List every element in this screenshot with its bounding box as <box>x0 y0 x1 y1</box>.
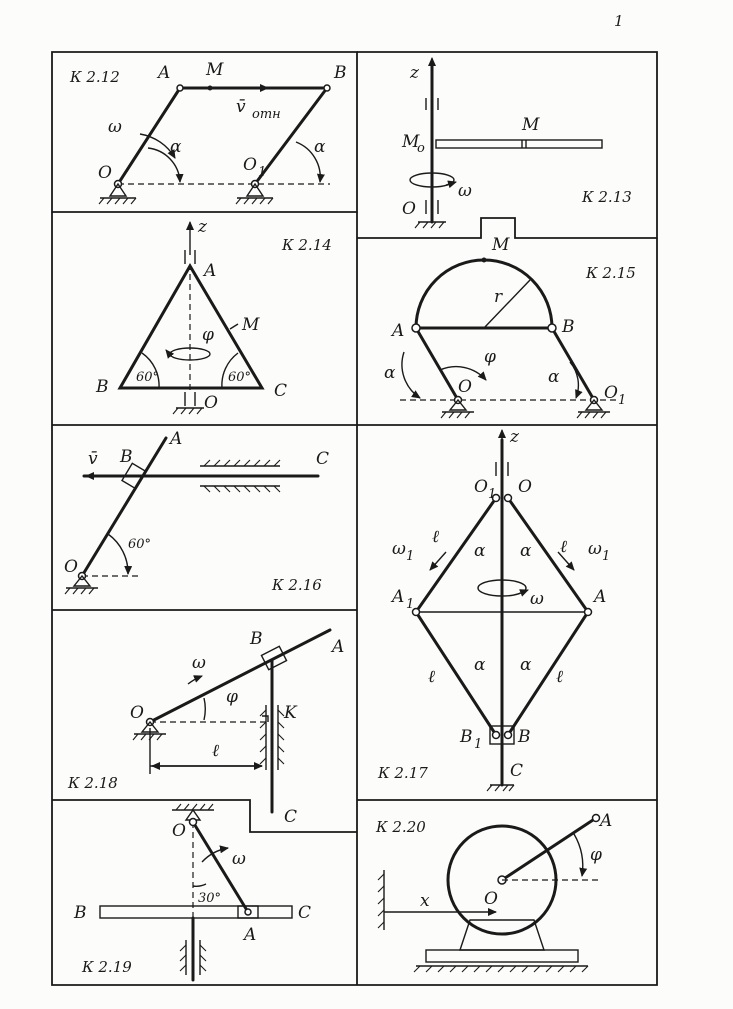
label-C: C <box>284 807 298 827</box>
label-l-4: ℓ <box>556 667 564 687</box>
caption: К 2.18 <box>68 774 118 792</box>
label-B1: B <box>460 727 473 747</box>
label-l-2: ℓ <box>560 537 568 557</box>
label-B: B <box>250 629 263 649</box>
label-A: A <box>332 637 345 657</box>
panel-k220 <box>375 811 612 972</box>
label-M0: M <box>402 132 420 152</box>
label-A: A <box>170 429 183 449</box>
platform <box>426 950 578 962</box>
slider-bar <box>100 906 292 918</box>
label-omega: ω <box>530 589 544 609</box>
label-phi: φ <box>484 347 496 367</box>
label-phi: φ <box>590 845 602 865</box>
label-r: r <box>494 287 503 307</box>
label-angle-1: 60° <box>136 370 160 385</box>
label-v: v̄ <box>236 97 246 117</box>
label-O: O <box>484 889 498 909</box>
point-M <box>482 258 487 263</box>
label-alpha-1: α <box>170 137 182 157</box>
panel-k215 <box>384 235 636 418</box>
label-alpha-2: α <box>520 541 532 561</box>
label-O: O <box>402 199 416 219</box>
label-v-sub: отн <box>252 107 281 122</box>
semicircle <box>416 260 552 328</box>
label-A: A <box>244 925 257 945</box>
label-O1-sub: 1 <box>618 393 627 408</box>
label-O: O <box>204 393 218 413</box>
label-B: B <box>96 377 109 397</box>
label-B: B <box>74 903 87 923</box>
panel-k213 <box>401 58 632 228</box>
label-l: ℓ <box>212 741 220 761</box>
label-z: z <box>198 217 207 237</box>
label-z: z <box>410 63 419 83</box>
label-omega1-left-sub: 1 <box>406 549 415 564</box>
alpha-arc-2 <box>570 362 578 398</box>
label-l-1: ℓ <box>432 527 440 547</box>
label-A: A <box>392 321 405 341</box>
label-C: C <box>298 903 312 923</box>
label-B: B <box>120 447 133 467</box>
label-alpha-3: α <box>474 655 486 675</box>
label-C: C <box>274 381 288 401</box>
link-OA <box>416 328 458 400</box>
label-B: B <box>562 317 575 337</box>
label-alpha-1: α <box>384 363 396 383</box>
label-O1: O <box>243 155 257 175</box>
label-B: B <box>334 63 347 83</box>
sheet-grid <box>52 52 657 985</box>
label-alpha-2: α <box>548 367 560 387</box>
label-A: A <box>158 63 171 83</box>
panel-k216 <box>64 429 329 594</box>
label-M: M <box>206 60 224 80</box>
panel-k217 <box>377 427 610 791</box>
label-angle: 30° <box>198 891 222 906</box>
label-M0-sub: o <box>417 141 425 156</box>
label-O: O <box>518 477 532 497</box>
caption: К 2.20 <box>376 818 426 836</box>
caption: К 2.19 <box>82 958 132 976</box>
point-M <box>208 86 213 91</box>
joint-B <box>324 85 330 91</box>
panel-k214 <box>95 217 332 414</box>
label-A1-sub: 1 <box>406 597 415 612</box>
label-O1-sub: 1 <box>488 487 497 502</box>
label-phi: φ <box>202 325 214 345</box>
label-A: A <box>204 261 217 281</box>
label-M: M <box>242 315 260 335</box>
panel-k219 <box>73 804 311 980</box>
label-omega: ω <box>458 181 472 201</box>
label-x: x <box>420 891 430 911</box>
label-O: O <box>130 703 144 723</box>
label-O1: O <box>474 477 488 497</box>
label-omega: ω <box>108 117 122 137</box>
caption: К 2.16 <box>272 576 322 594</box>
panel-k218 <box>67 629 344 827</box>
joint-B <box>548 324 556 332</box>
link-O1B <box>552 328 594 400</box>
label-O: O <box>64 557 78 577</box>
caption: К 2.15 <box>586 264 636 282</box>
label-alpha-4: α <box>520 655 532 675</box>
label-alpha-2: α <box>314 137 326 157</box>
label-O1-sub: 1 <box>258 165 267 180</box>
label-omega: ω <box>192 653 206 673</box>
label-C: C <box>510 761 524 781</box>
label-C: C <box>316 449 330 469</box>
label-O: O <box>458 377 472 397</box>
label-O: O <box>172 821 186 841</box>
caption: К 2.12 <box>70 68 120 86</box>
label-K: K <box>284 703 297 723</box>
alpha-arc-1 <box>402 352 420 398</box>
label-angle: 60° <box>128 537 152 552</box>
label-O1: O <box>604 383 618 403</box>
label-omega1-right-sub: 1 <box>602 549 611 564</box>
label-omega1-left: ω <box>392 539 406 559</box>
label-phi: φ <box>226 687 238 707</box>
label-M: M <box>492 235 510 255</box>
label-angle-2: 60° <box>228 370 252 385</box>
tube <box>436 140 602 148</box>
panel-k212 <box>69 60 347 204</box>
caption: К 2.17 <box>378 764 428 782</box>
label-z: z <box>510 427 519 447</box>
caption: К 2.14 <box>282 236 332 254</box>
label-A: A <box>600 811 613 831</box>
label-M: M <box>522 115 540 135</box>
rod-OA <box>150 630 330 722</box>
label-A1: A <box>392 587 405 607</box>
label-l-3: ℓ <box>428 667 436 687</box>
label-omega1-right: ω <box>588 539 602 559</box>
label-B: B <box>518 727 531 747</box>
label-omega: ω <box>232 849 246 869</box>
label-v: v̄ <box>88 449 98 469</box>
joint-A <box>412 324 420 332</box>
label-A: A <box>594 587 607 607</box>
label-O: O <box>98 163 112 183</box>
page-mark: 1 <box>614 12 624 30</box>
radius <box>484 280 530 328</box>
label-B1-sub: 1 <box>474 737 483 752</box>
joint-A <box>177 85 183 91</box>
label-alpha-1: α <box>474 541 486 561</box>
caption: К 2.13 <box>582 188 632 206</box>
